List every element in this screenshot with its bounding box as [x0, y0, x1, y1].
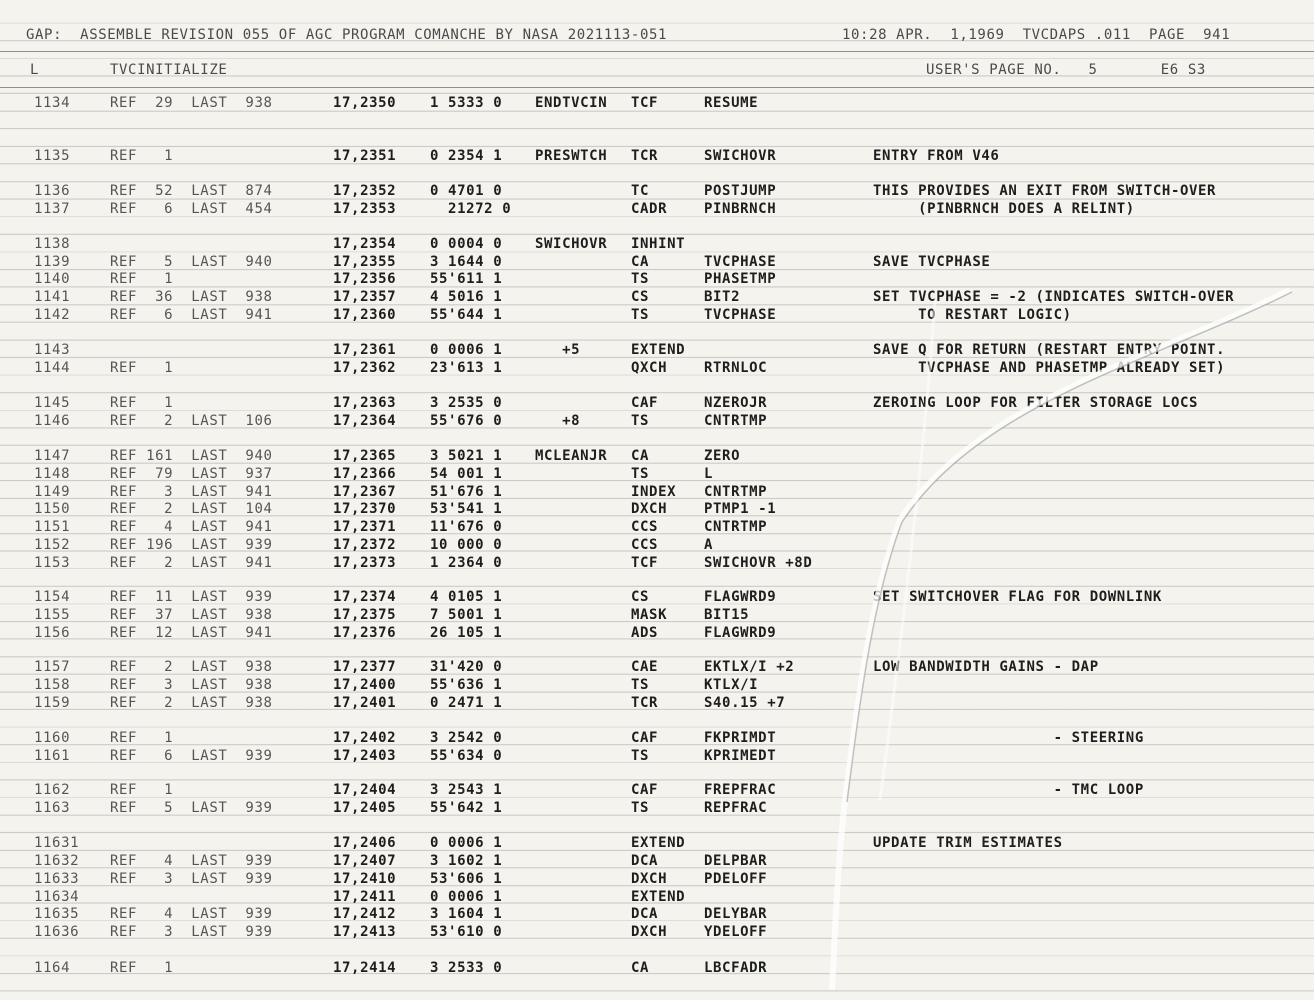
row-operand: YDELOFF [704, 924, 768, 940]
row-ref: REF 3 LAST 941 [110, 484, 273, 500]
row-word: 0 0004 0 [430, 236, 503, 252]
row-addr: 17,2411 [333, 889, 397, 905]
row-n: 1138 [34, 236, 71, 252]
row-ref: REF 37 LAST 938 [110, 607, 273, 623]
row-operand: LBCFADR [704, 960, 768, 976]
row-n: 1151 [34, 519, 71, 535]
row-op: TCR [631, 695, 659, 711]
row-comment: ENTRY FROM V46 [873, 148, 1000, 164]
row-operand: DELPBAR [704, 853, 768, 869]
row-ref: REF 1 [110, 395, 174, 411]
row-op: CS [631, 589, 650, 605]
row-op: CA [631, 960, 650, 976]
row-comment: SET TVCPHASE = -2 (INDICATES SWITCH-OVER [873, 289, 1235, 305]
row-op: TS [631, 307, 650, 323]
row-ref: REF 6 LAST 454 [110, 201, 273, 217]
row-n: 1139 [34, 254, 71, 270]
row-n: 1164 [34, 960, 71, 976]
row-ref: REF 29 LAST 938 [110, 95, 273, 111]
row-n: 1148 [34, 466, 71, 482]
row-operand: SWICHOVR [704, 148, 777, 164]
row-op: TC [631, 183, 650, 199]
row-op: TCF [631, 95, 659, 111]
row-operand: FKPRIMDT [704, 730, 777, 746]
row-word: 4 0105 1 [430, 589, 503, 605]
row-operand: RESUME [704, 95, 759, 111]
row-operand: TVCPHASE [704, 254, 777, 270]
row-addr: 17,2363 [333, 395, 397, 411]
row-word: 53'606 1 [430, 871, 503, 887]
row-word: 55'636 1 [430, 677, 503, 693]
row-word: 53'541 1 [430, 501, 503, 517]
row-label: SWICHOVR [535, 236, 608, 252]
row-operand: CNTRTMP [704, 413, 768, 429]
row-ref: REF 3 LAST 938 [110, 677, 273, 693]
row-addr: 17,2406 [333, 835, 397, 851]
row-addr: 17,2375 [333, 607, 397, 623]
row-word: 55'634 0 [430, 748, 503, 764]
row-n: 1137 [34, 201, 71, 217]
row-addr: 17,2353 [333, 201, 397, 217]
row-operand: SWICHOVR +8D [704, 555, 813, 571]
row-n: 1162 [34, 782, 71, 798]
row-addr: 17,2401 [333, 695, 397, 711]
row-word: 7 5001 1 [430, 607, 503, 623]
row-comment: THIS PROVIDES AN EXIT FROM SWITCH-OVER [873, 183, 1217, 199]
row-ref: REF 2 LAST 938 [110, 659, 273, 675]
row-operand: CNTRTMP [704, 519, 768, 535]
row-n: 1160 [34, 730, 71, 746]
row-op: CA [631, 448, 650, 464]
row-n: 1154 [34, 589, 71, 605]
row-op: DXCH [631, 501, 668, 517]
row-op: DXCH [631, 924, 668, 940]
row-op: CCS [631, 537, 659, 553]
row-comment: - TMC LOOP [873, 782, 1144, 798]
row-n: 1135 [34, 148, 71, 164]
row-word: 31'420 0 [430, 659, 503, 675]
row-comment: TVCPHASE AND PHASETMP ALREADY SET) [873, 360, 1226, 376]
row-word: 23'613 1 [430, 360, 503, 376]
row-n: 1145 [34, 395, 71, 411]
row-op: CCS [631, 519, 659, 535]
row-word: 0 0006 1 [430, 889, 503, 905]
row-word: 55'642 1 [430, 800, 503, 816]
row-addr: 17,2364 [333, 413, 397, 429]
row-word: 10 000 0 [430, 537, 503, 553]
row-n: 1136 [34, 183, 71, 199]
row-op: CA [631, 254, 650, 270]
row-operand: RTRNLOC [704, 360, 768, 376]
row-n: 1147 [34, 448, 71, 464]
row-operand: BIT2 [704, 289, 741, 305]
row-op: TS [631, 466, 650, 482]
row-op: TCF [631, 555, 659, 571]
row-op: EXTEND [631, 889, 686, 905]
row-op: CAE [631, 659, 659, 675]
row-op: CAF [631, 730, 659, 746]
row-n: 1144 [34, 360, 71, 376]
row-op: INDEX [631, 484, 677, 500]
row-operand: PHASETMP [704, 271, 777, 287]
row-op: CAF [631, 782, 659, 798]
row-addr: 17,2413 [333, 924, 397, 940]
row-ref: REF 1 [110, 148, 174, 164]
row-addr: 17,2352 [333, 183, 397, 199]
row-op: INHINT [631, 236, 686, 252]
row-op: EXTEND [631, 835, 686, 851]
row-addr: 17,2376 [333, 625, 397, 641]
row-comment: ZEROING LOOP FOR FILTER STORAGE LOCS [873, 395, 1199, 411]
row-n: 1158 [34, 677, 71, 693]
header-rule [0, 51, 1314, 52]
row-word: 0 2354 1 [430, 148, 503, 164]
row-ref: REF 5 LAST 939 [110, 800, 273, 816]
row-n: 11632 [34, 853, 80, 869]
row-n: 1142 [34, 307, 71, 323]
row-ref: REF 5 LAST 940 [110, 254, 273, 270]
row-word: 1 5333 0 [430, 95, 503, 111]
row-word: 55'611 1 [430, 271, 503, 287]
row-addr: 17,2365 [333, 448, 397, 464]
row-ref: REF 6 LAST 941 [110, 307, 273, 323]
row-addr: 17,2362 [333, 360, 397, 376]
row-ref: REF 3 LAST 939 [110, 924, 273, 940]
row-operand: FREPFRAC [704, 782, 777, 798]
row-op: CS [631, 289, 650, 305]
row-label: +5 [535, 342, 581, 358]
row-ref: REF 196 LAST 939 [110, 537, 273, 553]
row-word: 3 1604 1 [430, 906, 503, 922]
row-addr: 17,2371 [333, 519, 397, 535]
row-op: CAF [631, 395, 659, 411]
row-operand: EKTLX/I +2 [704, 659, 795, 675]
row-op: TCR [631, 148, 659, 164]
header-listing-type: L [30, 62, 40, 78]
row-label: MCLEANJR [535, 448, 608, 464]
row-addr: 17,2402 [333, 730, 397, 746]
row-word: 3 2542 0 [430, 730, 503, 746]
header-rule-2 [0, 87, 1314, 88]
row-word: 3 2535 0 [430, 395, 503, 411]
row-comment: LOW BANDWIDTH GAINS - DAP [873, 659, 1099, 675]
row-operand: S40.15 +7 [704, 695, 786, 711]
row-n: 11631 [34, 835, 80, 851]
row-operand: PTMP1 -1 [704, 501, 777, 517]
row-operand: A [704, 537, 714, 553]
row-word: 0 0006 1 [430, 342, 503, 358]
row-word: 3 5021 1 [430, 448, 503, 464]
row-word: 3 1602 1 [430, 853, 503, 869]
row-addr: 17,2354 [333, 236, 397, 252]
row-comment: SAVE Q FOR RETURN (RESTART ENTRY POINT. [873, 342, 1226, 358]
row-n: 1163 [34, 800, 71, 816]
row-addr: 17,2356 [333, 271, 397, 287]
row-operand: BIT15 [704, 607, 750, 623]
row-addr: 17,2351 [333, 148, 397, 164]
row-addr: 17,2412 [333, 906, 397, 922]
row-word: 3 1644 0 [430, 254, 503, 270]
row-ref: REF 3 LAST 939 [110, 871, 273, 887]
row-n: 1150 [34, 501, 71, 517]
row-word: 55'644 1 [430, 307, 503, 323]
row-op: ADS [631, 625, 659, 641]
row-ref: REF 79 LAST 937 [110, 466, 273, 482]
row-ref: REF 2 LAST 106 [110, 413, 273, 429]
row-n: 1152 [34, 537, 71, 553]
row-operand: PDELOFF [704, 871, 768, 887]
row-label: PRESWTCH [535, 148, 608, 164]
row-ref: REF 4 LAST 939 [110, 906, 273, 922]
row-comment: (PINBRNCH DOES A RELINT) [873, 201, 1135, 217]
row-ref: REF 12 LAST 941 [110, 625, 273, 641]
row-addr: 17,2407 [333, 853, 397, 869]
header-title: GAP: ASSEMBLE REVISION 055 OF AGC PROGRAM COMANCHE BY NASA 2021113-051 [26, 27, 668, 43]
row-operand: TVCPHASE [704, 307, 777, 323]
row-operand: ZERO [704, 448, 741, 464]
row-n: 11636 [34, 924, 80, 940]
row-addr: 17,2370 [333, 501, 397, 517]
row-op: DCA [631, 853, 659, 869]
row-n: 1141 [34, 289, 71, 305]
row-operand: DELYBAR [704, 906, 768, 922]
row-ref: REF 1 [110, 782, 174, 798]
row-operand: POSTJUMP [704, 183, 777, 199]
row-op: DCA [631, 906, 659, 922]
row-addr: 17,2374 [333, 589, 397, 605]
row-n: 1161 [34, 748, 71, 764]
row-op: DXCH [631, 871, 668, 887]
row-word: 54 001 1 [430, 466, 503, 482]
row-ref: REF 161 LAST 940 [110, 448, 273, 464]
row-operand: NZEROJR [704, 395, 768, 411]
row-op: TS [631, 413, 650, 429]
row-op: TS [631, 800, 650, 816]
row-addr: 17,2404 [333, 782, 397, 798]
row-word: 53'610 0 [430, 924, 503, 940]
row-word: 55'676 0 [430, 413, 503, 429]
row-word: 4 5016 1 [430, 289, 503, 305]
row-n: 1157 [34, 659, 71, 675]
row-n: 11634 [34, 889, 80, 905]
row-ref: REF 1 [110, 960, 174, 976]
row-operand: KTLX/I [704, 677, 759, 693]
row-operand: REPFRAC [704, 800, 768, 816]
row-n: 1140 [34, 271, 71, 287]
row-addr: 17,2360 [333, 307, 397, 323]
row-n: 1155 [34, 607, 71, 623]
row-comment: - STEERING [873, 730, 1144, 746]
row-n: 1159 [34, 695, 71, 711]
row-n: 1143 [34, 342, 71, 358]
row-ref: REF 52 LAST 874 [110, 183, 273, 199]
row-operand: CNTRTMP [704, 484, 768, 500]
row-n: 11635 [34, 906, 80, 922]
row-operand: PINBRNCH [704, 201, 777, 217]
row-comment: UPDATE TRIM ESTIMATES [873, 835, 1063, 851]
row-addr: 17,2357 [333, 289, 397, 305]
row-addr: 17,2372 [333, 537, 397, 553]
row-word: 26 105 1 [430, 625, 503, 641]
row-ref: REF 2 LAST 938 [110, 695, 273, 711]
row-addr: 17,2367 [333, 484, 397, 500]
row-ref: REF 2 LAST 941 [110, 555, 273, 571]
row-addr: 17,2373 [333, 555, 397, 571]
header-datestamp: 10:28 APR. 1,1969 TVCDAPS .011 PAGE 941 [842, 27, 1231, 43]
row-op: CADR [631, 201, 668, 217]
row-n: 1134 [34, 95, 71, 111]
row-ref: REF 1 [110, 360, 174, 376]
row-comment: SAVE TVCPHASE [873, 254, 991, 270]
row-op: MASK [631, 607, 668, 623]
row-addr: 17,2366 [333, 466, 397, 482]
row-label: ENDTVCIN [535, 95, 608, 111]
row-operand: FLAGWRD9 [704, 625, 777, 641]
row-word: 1 2364 0 [430, 555, 503, 571]
row-n: 11633 [34, 871, 80, 887]
row-op: TS [631, 271, 650, 287]
row-n: 1149 [34, 484, 71, 500]
row-operand: KPRIMEDT [704, 748, 777, 764]
row-addr: 17,2355 [333, 254, 397, 270]
row-word: 51'676 1 [430, 484, 503, 500]
row-word: 0 0006 1 [430, 835, 503, 851]
row-word: 3 2533 0 [430, 960, 503, 976]
row-addr: 17,2414 [333, 960, 397, 976]
row-op: EXTEND [631, 342, 686, 358]
row-operand: FLAGWRD9 [704, 589, 777, 605]
row-word: 0 2471 1 [430, 695, 503, 711]
row-op: QXCH [631, 360, 668, 376]
row-comment: TO RESTART LOGIC) [873, 307, 1072, 323]
row-ref: REF 4 LAST 939 [110, 853, 273, 869]
row-ref: REF 11 LAST 939 [110, 589, 273, 605]
row-ref: REF 2 LAST 104 [110, 501, 273, 517]
row-word: 21272 0 [430, 201, 512, 217]
row-ref: REF 36 LAST 938 [110, 289, 273, 305]
row-word: 0 4701 0 [430, 183, 503, 199]
row-addr: 17,2361 [333, 342, 397, 358]
row-ref: REF 1 [110, 271, 174, 287]
row-operand: L [704, 466, 714, 482]
row-word: 11'676 0 [430, 519, 503, 535]
row-n: 1156 [34, 625, 71, 641]
row-ref: REF 4 LAST 941 [110, 519, 273, 535]
row-addr: 17,2403 [333, 748, 397, 764]
row-addr: 17,2400 [333, 677, 397, 693]
row-ref: REF 6 LAST 939 [110, 748, 273, 764]
row-op: TS [631, 748, 650, 764]
row-ref: REF 1 [110, 730, 174, 746]
row-addr: 17,2350 [333, 95, 397, 111]
row-addr: 17,2410 [333, 871, 397, 887]
row-op: TS [631, 677, 650, 693]
header-user-page: USER'S PAGE NO. 5 E6 S3 [926, 62, 1206, 78]
row-n: 1146 [34, 413, 71, 429]
row-addr: 17,2377 [333, 659, 397, 675]
row-word: 3 2543 1 [430, 782, 503, 798]
row-n: 1153 [34, 555, 71, 571]
row-label: +8 [535, 413, 581, 429]
row-comment: SET SWITCHOVER FLAG FOR DOWNLINK [873, 589, 1162, 605]
header-section-title: TVCINITIALIZE [110, 62, 228, 78]
row-addr: 17,2405 [333, 800, 397, 816]
